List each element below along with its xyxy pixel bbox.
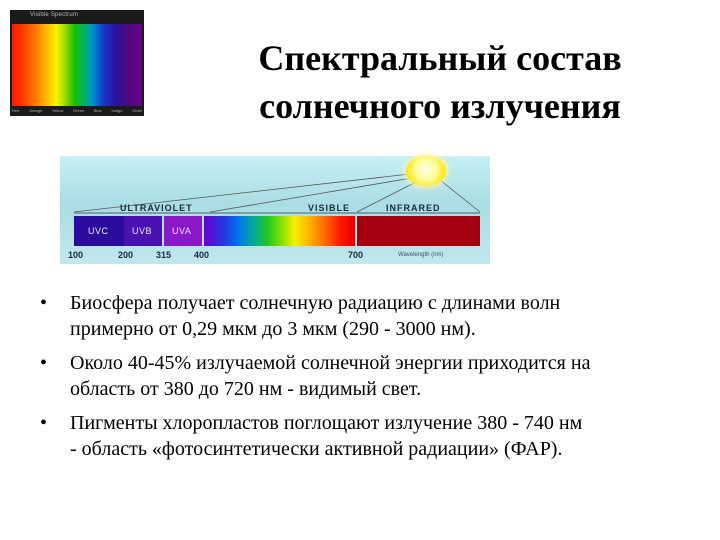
bullet-line: Биосфера получает солнечную радиацию с длинами волн [70,292,561,314]
bullet-line: - область «фотосинтетически активной радиации» (ФАР). [70,438,563,460]
wavelength-label: 200 [118,250,134,260]
wavelength-label: 315 [156,250,172,260]
bullet-line: Пигменты хлоропластов поглощают излучение 380 - 740 нм [70,412,583,434]
title-line-2: солнечного излучения [259,86,621,126]
wavelength-label: 700 [348,250,364,260]
page-title [200,34,680,130]
title-line-1: Спектральный состав [258,38,622,78]
tick-label: Green [73,108,85,113]
visible-spectrum-image [10,10,144,116]
band-visible [204,216,355,246]
bullet-marker: • [40,352,48,374]
tick-label: Blue [93,108,102,113]
wavelength-label: 400 [194,250,210,260]
category-ultraviolet: ULTRAVIOLET [120,203,193,213]
visible-spectrum-band [12,24,142,106]
em-spectrum-diagram [60,156,490,264]
category-infrared: INFRARED [386,203,441,213]
sun-icon [406,156,446,186]
visible-spectrum-caption: Visible Spectrum [30,12,79,18]
bullet-item [40,290,708,342]
band-label-uvc: UVC [88,226,109,236]
tick-label: Violet [132,108,142,113]
tick-label: Indigo [111,108,123,113]
band-label-uva: UVA [172,226,192,236]
bullet-item [40,410,708,462]
tick-label: Yellow [51,108,64,113]
wavelength-label: 100 [68,250,84,260]
bullet-list [40,290,708,470]
visible-spectrum-ticks [12,108,142,114]
bullet-line: область от 380 до 720 нм - видимый свет. [70,378,422,400]
bullet-marker: • [40,292,48,314]
bullet-marker: • [40,412,48,434]
bullet-item [40,350,708,402]
wavelength-caption: Wavelength (nm) [398,252,444,258]
tick-label: Red [12,108,20,113]
band-infrared [357,216,480,246]
bullet-line: Около 40-45% излучаемой солнечной энергии приходится на [70,352,591,374]
bullet-line: примерно от 0,29 мкм до 3 мкм (290 - 3000 нм). [70,318,476,340]
category-visible: VISIBLE [308,203,351,213]
tick-label: Orange [28,108,43,113]
band-label-uvb: UVB [132,226,153,236]
